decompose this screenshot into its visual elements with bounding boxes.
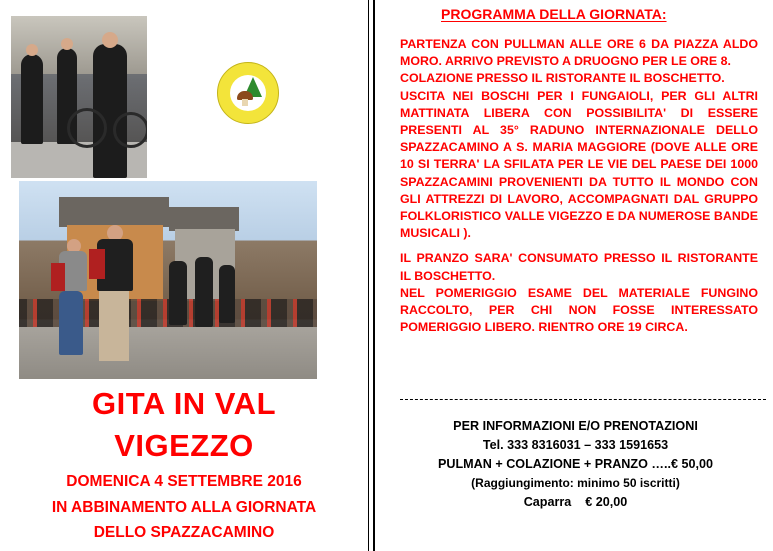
chimney-sweeps-photo	[11, 16, 147, 178]
info-heading: PER INFORMAZIONI E/O PRENOTAZIONI	[453, 419, 698, 433]
divider-line-thick	[373, 0, 375, 551]
program-paragraph-departure: PARTENZA CON PULLMAN ALLE ORE 6 DA PIAZZA ALDO MORO. ARRIVO PREVISTO A DRUOGNO PER LE ORE 8.	[400, 37, 758, 69]
parade-photo	[19, 181, 317, 379]
right-panel	[378, 0, 773, 551]
subtitle-line-2: IN ABBINAMENTO ALLA GIORNATA	[51, 499, 317, 516]
program-paragraph-morning: USCITA NEI BOSCHI PER I FUNGAIOLI, PER GLI ALTRI MATTINATA LIBERA CON POSSIBILITA' DI ESSERE PRESENTI AL 35° RADUNO INTERNAZIONALE DELLO SPAZZACAMINO A S. MARIA MAGGIORE (DOVE ALLE ORE 10 SI TERRA' LA SFILATA PER LE VIE DEL PAESE DEI 1000 SPAZZACAMINI PROVENIENTI DA TUTTO IL MONDO CON GLI ATTREZZI DI LAVORO, ACCOMPAGNATI DAL GRUPPO FOLKLORISTICO VALLE VIGEZZO E DA NUMEROSE BANDE MUSICALI ).	[400, 88, 758, 241]
deposit-line: Caparra € 20,00	[523, 495, 628, 509]
mycology-group-logo	[217, 62, 279, 124]
program-heading: PROGRAMMA DELLA GIORNATA:	[441, 6, 667, 22]
program-body	[400, 36, 758, 336]
left-panel	[0, 0, 368, 551]
divider-line	[368, 0, 369, 551]
price-line: PULMAN + COLAZIONE + PRANZO …..€ 50,00	[437, 457, 713, 471]
minimum-participants: (Raggiungimento: minimo 50 iscritti)	[471, 476, 680, 490]
title-line-2: VIGEZZO	[114, 428, 254, 463]
program-paragraph-afternoon: NEL POMERIGGIO ESAME DEL MATERIALE FUNGINO RACCOLTO, PER CHI NON FOSSE INTERESSATO POMERIGGIO LIBERO. RIENTRO ORE 19 CIRCA.	[400, 285, 758, 335]
phone-numbers: Tel. 333 8316031 – 333 1591653	[482, 438, 669, 452]
event-date: DOMENICA 4 SETTEMBRE 2016	[66, 473, 302, 490]
subtitle-line-3: DELLO SPAZZACAMINO	[93, 524, 275, 541]
dashed-separator	[400, 399, 766, 400]
title-line-1: GITA IN VAL	[91, 386, 277, 421]
program-paragraph-breakfast: COLAZIONE PRESSO IL RISTORANTE IL BOSCHETTO.	[400, 71, 725, 86]
program-paragraph-lunch: IL PRANZO SARA' CONSUMATO PRESSO IL RISTORANTE IL BOSCHETTO.	[400, 251, 758, 283]
